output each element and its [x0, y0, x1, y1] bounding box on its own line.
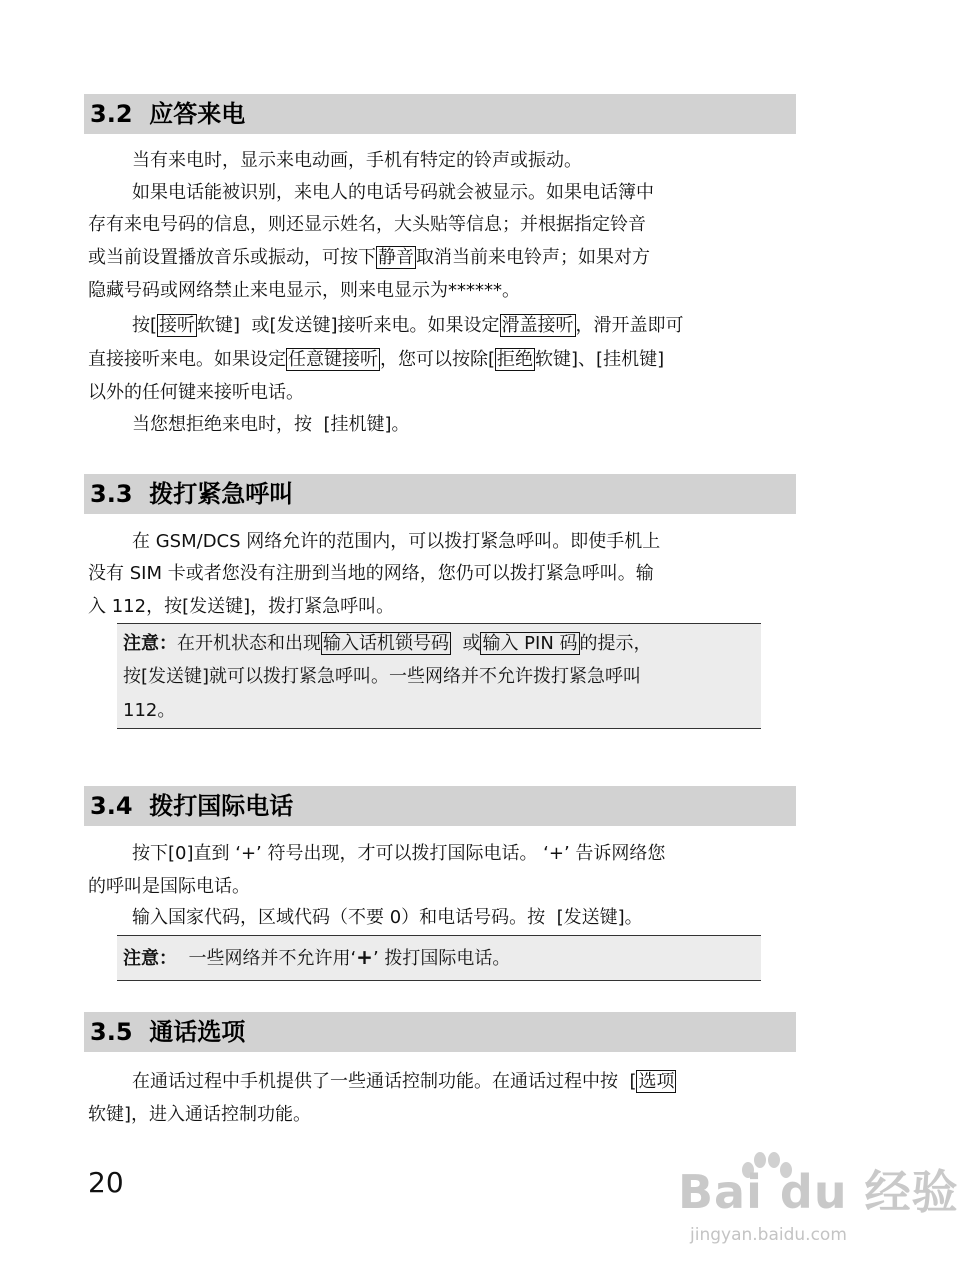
note-label: 注意：	[123, 948, 177, 969]
text-run: 或	[451, 633, 481, 654]
baidu-jingyan-watermark	[638, 1148, 959, 1258]
text-run: 在通话过程中手机提供了一些通话控制功能。在通话过程中按 [	[132, 1071, 637, 1092]
section-title: 3.2 应答来电	[90, 100, 246, 128]
paragraph-line: 的呼叫是国际电话。	[88, 876, 250, 897]
page-number: 20	[88, 1166, 124, 1199]
section-header-3-3	[84, 474, 796, 514]
key-label-answer: 接听	[159, 315, 196, 336]
section-header-3-4	[84, 786, 796, 826]
paragraph-line: 当有来电时，显示来电动画，手机有特定的铃声或振动。	[132, 150, 582, 171]
text-run: ’ 拨打国际电话。	[372, 948, 511, 969]
paragraph-line: 按下[0]直到 ‘+’ 符号出现，才可以拨打国际电话。 ‘+’ 告诉网络您	[132, 843, 666, 864]
text-run: 软键]、[挂机键]	[535, 349, 665, 370]
plus-symbol: +	[356, 945, 373, 969]
paragraph-line: 以外的任何键来接听电话。	[88, 382, 304, 403]
paragraph-line: 如果电话能被识别，来电人的电话号码就会被显示。如果电话簿中	[132, 182, 654, 203]
section-title: 3.5 通话选项	[90, 1018, 246, 1046]
note-line	[123, 633, 652, 655]
paragraph-line: 当您想拒绝来电时，按 [挂机键]。	[132, 414, 410, 435]
section-header-3-2	[84, 94, 796, 134]
key-label-reject: 拒绝	[497, 349, 534, 370]
note-line: 按[发送键]就可以拨打紧急呼叫。一些网络并不允许拨打紧急呼叫	[123, 666, 642, 687]
paragraph-line: 输入国家代码，区域代码（不要 0）和电话号码。按 [发送键]。	[132, 907, 643, 928]
paragraph-line: 软键]，进入通话控制功能。	[88, 1104, 312, 1125]
key-label-pin: 输入 PIN 码	[482, 633, 578, 654]
text-run: 一些网络并不允许用‘	[177, 948, 357, 969]
key-label-options: 选项	[638, 1071, 675, 1092]
note-label: 注意：	[123, 633, 177, 654]
text-run: 按[	[132, 315, 158, 336]
text-run: ，滑开盖即可	[575, 315, 684, 336]
text-run: 或当前设置播放音乐或振动，可按下	[88, 247, 376, 268]
section-title: 3.3 拨打紧急呼叫	[90, 480, 294, 508]
section-header-3-5	[84, 1012, 796, 1052]
paragraph-line	[88, 349, 664, 371]
text-run: 在开机状态和出现	[177, 633, 321, 654]
section-title: 3.4 拨打国际电话	[90, 792, 294, 820]
key-label-phone-lock: 输入话机锁号码	[323, 633, 449, 654]
key-label-slide-answer: 滑盖接听	[501, 315, 574, 336]
note-box	[117, 935, 761, 981]
note-line: 112。	[123, 700, 176, 721]
text-run: 的提示，	[579, 633, 652, 654]
text-run: ，您可以按除[	[380, 349, 496, 370]
watermark-logo: Bai du 经验	[678, 1165, 959, 1219]
paragraph-line	[88, 247, 650, 269]
text-run: 软键] 或[发送键]接听来电。如果设定	[197, 315, 500, 336]
note-line	[123, 946, 510, 970]
paragraph-line: 入 112，按[发送键]，拨打紧急呼叫。	[88, 596, 395, 617]
watermark-url: jingyan.baidu.com	[690, 1225, 847, 1245]
text-run: 取消当前来电铃声；如果对方	[416, 247, 650, 268]
key-label-any-key-answer: 任意键接听	[288, 349, 378, 370]
paragraph-line	[132, 315, 684, 337]
key-label-mute: 静音	[378, 247, 414, 268]
paragraph-line: 没有 SIM 卡或者您没有注册到当地的网络，您仍可以拨打紧急呼叫。输	[88, 563, 654, 584]
paragraph-line: 隐藏号码或网络禁止来电显示，则来电显示为******。	[88, 280, 520, 301]
paragraph-line: 存有来电号码的信息，则还显示姓名，大头贴等信息；并根据指定铃音	[88, 214, 646, 235]
paragraph-line: 在 GSM/DCS 网络允许的范围内，可以拨打紧急呼叫。即使手机上	[132, 531, 661, 552]
paragraph-line	[132, 1071, 676, 1093]
text-run: 直接接听来电。如果设定	[88, 349, 286, 370]
note-box	[117, 623, 761, 729]
